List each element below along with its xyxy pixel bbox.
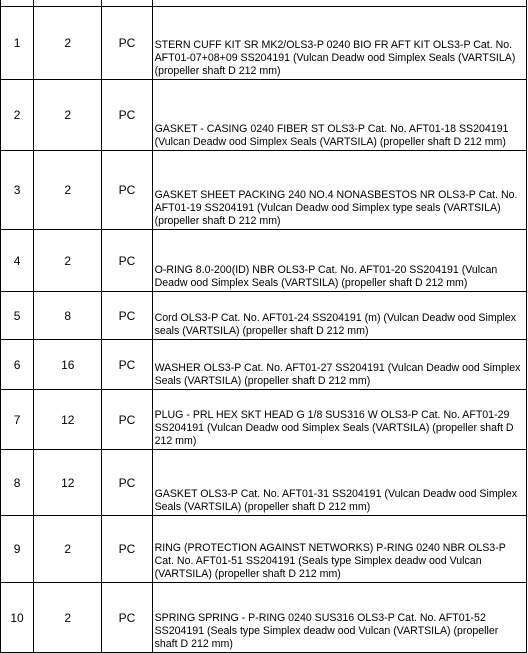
- unit-cell[interactable]: [102, 80, 152, 151]
- quantity-value: 2: [64, 610, 72, 625]
- quantity-value: 16: [61, 357, 75, 372]
- row-number: 1: [13, 36, 21, 50]
- description-text: STERN CUFF KIT SR MK2/OLS3-P 0240 BIO FR AFT KIT OLS3-P Cat. No. AFT01-07+08+09 SS204191 (Vulcan Deadw ood Simplex Seals (VARTSILA) (propeller shaft D 212 mm): [154, 39, 516, 77]
- unit-value: PC: [118, 542, 136, 556]
- description-text: GASKET OLS3-P Cat. No. AFT01-31 SS204191 (Vulcan Deadw ood Simplex Seals (VARTSILA) (propeller shaft D 212 mm): [154, 488, 518, 513]
- row-number: 10: [10, 610, 24, 625]
- quantity-cell[interactable]: [34, 583, 102, 653]
- description-text: RING (PROTECTION AGAINST NETWORKS) P-RING 0240 NBR OLS3-P Cat. No. AFT01-51 SS204191 (Seals type Simplex deadw ood Vulcan (VARTSILA) (propeller shaft D 212 mm): [154, 542, 506, 580]
- unit-cell[interactable]: [102, 230, 152, 292]
- row-number: 4: [13, 253, 21, 268]
- row-number-cell[interactable]: [1, 151, 34, 230]
- row-number-cell[interactable]: [1, 230, 34, 292]
- description-cell[interactable]: [152, 292, 526, 340]
- quantity-value: 2: [64, 253, 72, 268]
- description-text: SPRING SPRING - P-RING 0240 SUS316 OLS3-P Cat. No. AFT01-52 SS204191 (Seals type Simplex deadw ood Vulcan (VARTSILA) (propeller shaft D 212 mm): [154, 612, 499, 650]
- unit-cell[interactable]: [102, 390, 152, 450]
- quantity-cell[interactable]: [34, 340, 102, 390]
- unit-value: PC: [118, 412, 136, 427]
- row-number: 5: [13, 308, 21, 323]
- row-number: 6: [13, 357, 21, 372]
- row-number: 3: [13, 183, 21, 197]
- row-number: 2: [13, 108, 21, 122]
- quantity-cell[interactable]: [34, 230, 102, 292]
- description-text: GASKET SHEET PACKING 240 NO.4 NONASBESTOS NR OLS3-P Cat. No. AFT01-19 SS204191 (Vulcan Deadw ood Simplex type seals (VARTSILA) (propeller shaft D 212 mm): [154, 189, 518, 227]
- description-cell[interactable]: [152, 450, 526, 516]
- unit-value: PC: [118, 108, 136, 122]
- quantity-cell[interactable]: [34, 151, 102, 230]
- description-cell[interactable]: [152, 516, 526, 583]
- table-row: [1, 292, 527, 340]
- table-row: [1, 516, 527, 583]
- table-row: [1, 583, 527, 653]
- description-text: GASKET - CASING 0240 FIBER ST OLS3-P Cat. No. AFT01-18 SS204191 (Vulcan Deadw ood Simplex Seals (VARTSILA) (propeller shaft D 212 mm): [154, 123, 509, 148]
- description-text: WASHER OLS3-P Cat. No. AFT01-27 SS204191 (Vulcan Deadw ood Simplex Seals (VARTSILA) (propeller shaft D 212 mm): [154, 362, 521, 387]
- table-row: [1, 7, 527, 80]
- unit-cell[interactable]: [102, 7, 152, 80]
- unit-cell[interactable]: [102, 151, 152, 230]
- row-number: 9: [13, 542, 21, 556]
- description-cell[interactable]: [152, 230, 526, 292]
- row-number-cell[interactable]: [1, 7, 34, 80]
- unit-cell[interactable]: [102, 450, 152, 516]
- unit-cell[interactable]: [102, 516, 152, 583]
- unit-value: PC: [118, 475, 136, 490]
- row-number-cell[interactable]: [1, 516, 34, 583]
- unit-value: PC: [118, 308, 136, 323]
- quantity-value: 12: [61, 412, 75, 427]
- quantity-value: 2: [64, 183, 72, 197]
- description-cell[interactable]: [152, 340, 526, 390]
- quantity-cell[interactable]: [34, 516, 102, 583]
- description-cell[interactable]: [152, 151, 526, 230]
- description-cell[interactable]: [152, 7, 526, 80]
- quantity-cell[interactable]: [34, 7, 102, 80]
- table-row: [1, 340, 527, 390]
- quantity-value: 8: [64, 308, 72, 323]
- row-number-cell[interactable]: [1, 583, 34, 653]
- unit-cell[interactable]: [102, 292, 152, 340]
- quantity-value: 2: [64, 542, 72, 556]
- row-number-cell[interactable]: [1, 450, 34, 516]
- unit-value: PC: [118, 610, 136, 625]
- row-number-cell[interactable]: [1, 390, 34, 450]
- quantity-cell[interactable]: [34, 450, 102, 516]
- row-number-cell[interactable]: [1, 340, 34, 390]
- table-row: [1, 80, 527, 151]
- description-cell[interactable]: [152, 80, 526, 151]
- quantity-cell[interactable]: [34, 390, 102, 450]
- quantity-value: 2: [64, 36, 72, 50]
- unit-value: PC: [118, 357, 136, 372]
- quantity-cell[interactable]: [34, 292, 102, 340]
- unit-value: PC: [118, 253, 136, 268]
- table-row: [1, 450, 527, 516]
- table-row: [1, 151, 527, 230]
- quantity-value: 2: [64, 108, 72, 122]
- row-number-cell[interactable]: [1, 292, 34, 340]
- description-text: Cord OLS3-P Cat. No. AFT01-24 SS204191 (m) (Vulcan Deadw ood Simplex seals (VARTSILA) (propeller shaft D 212 mm): [154, 312, 517, 337]
- row-number: 7: [13, 412, 21, 427]
- row-number: 8: [13, 475, 21, 490]
- unit-cell[interactable]: [102, 583, 152, 653]
- unit-value: PC: [118, 36, 136, 50]
- description-cell[interactable]: [152, 583, 526, 653]
- description-text: PLUG - PRL HEX SKT HEAD G 1/8 SUS316 W OLS3-P Cat. No. AFT01-29 SS204191 (Vulcan Deadw ood Simplex Seals (VARTSILA) (propeller shaft D 212 mm): [154, 409, 514, 447]
- table-row: [1, 230, 527, 292]
- table-row: [1, 390, 527, 450]
- row-number-cell[interactable]: [1, 80, 34, 151]
- description-text: O-RING 8.0-200(ID) NBR OLS3-P Cat. No. AFT01-20 SS204191 (Vulcan Deadw ood Simplex Seals (VARTSILA) (propeller shaft D 212 mm): [154, 264, 498, 289]
- unit-value: PC: [118, 183, 136, 197]
- quantity-value: 12: [61, 475, 75, 490]
- description-cell[interactable]: [152, 390, 526, 450]
- quantity-cell[interactable]: [34, 80, 102, 151]
- unit-cell[interactable]: [102, 340, 152, 390]
